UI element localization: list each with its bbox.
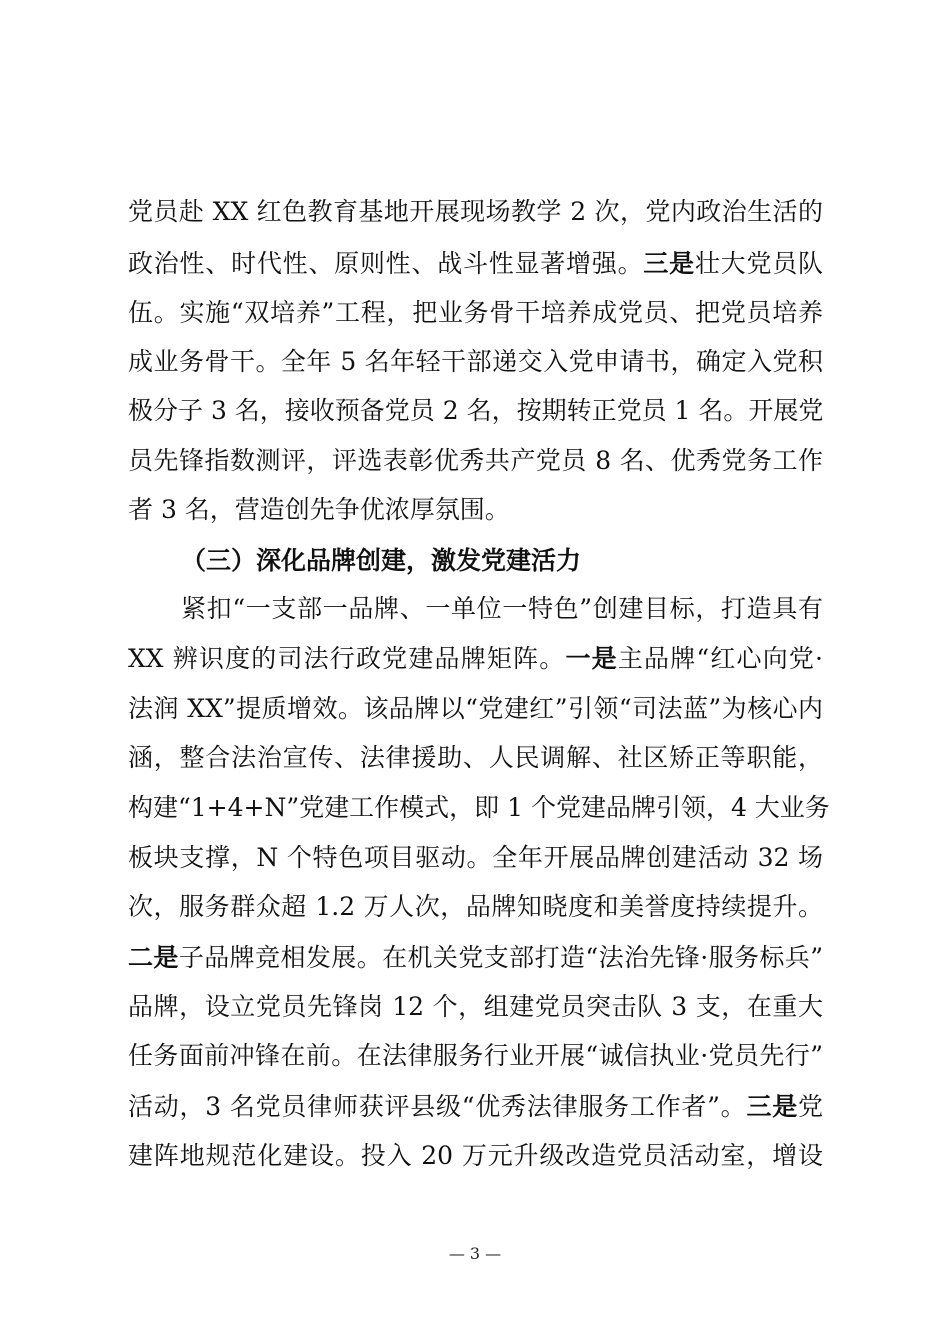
paragraph-line: 伍。实施“双培养”工程，把业务骨干培养成党员、把党员培养 (128, 298, 823, 327)
paragraph-line: 品牌，设立党员先锋岗 12 个，组建党员突击队 3 支，在重大 (128, 992, 823, 1021)
bold-lead: 三是 (643, 249, 695, 278)
bold-lead: 三是 (746, 1092, 798, 1121)
paragraph-line: 二是子品牌竞相发展。在机关党支部打造“法治先锋·服务标兵” (128, 943, 823, 972)
paragraph-line: 次，服务群众超 1.2 万人次，品牌知晓度和美誉度持续提升。 (128, 892, 823, 921)
paragraph-line: 者 3 名，营造创先争优浓厚氛围。 (128, 495, 510, 524)
paragraph-line: 党员赴 XX 红色教育基地开展现场教学 2 次，党内政治生活的 (128, 197, 823, 226)
bold-lead: 二是 (128, 943, 179, 972)
paragraph-line: 任务面前冲锋在前。在法律服务行业开展“诚信执业·党员先行” (128, 1041, 823, 1070)
paragraph-line: 法润 XX”提质增效。该品牌以“党建红”引领“司法蓝”为核心内 (128, 694, 823, 723)
section-heading: （三）深化品牌创建，激发党建活力 (181, 546, 582, 575)
paragraph-line: 员先锋指数测评，评选表彰优秀共产党员 8 名、优秀党务工作 (128, 446, 823, 475)
paragraph-line: 成业务骨干。全年 5 名年轻干部递交入党申请书，确定入党积 (128, 347, 823, 376)
page-number: — 3 — (448, 1244, 502, 1263)
paragraph-line: 活动，3 名党员律师获评县级“优秀法律服务工作者”。三是党 (128, 1092, 823, 1121)
paragraph-line: XX 辨识度的司法行政党建品牌矩阵。一是主品牌“红心向党· (128, 644, 824, 673)
paragraph-line: 建阵地规范化建设。投入 20 万元升级改造党员活动室，增设 (128, 1141, 823, 1170)
paragraph-line: 紧扣“一支部一品牌、一单位一特色”创建目标，打造具有 (181, 594, 823, 623)
paragraph-line: 政治性、时代性、原则性、战斗性显著增强。三是壮大党员队 (128, 249, 823, 278)
paragraph-line: 构建“1+4+N”党建工作模式，即 1 个党建品牌引领，4 大业务 (128, 793, 830, 822)
paragraph-line: 板块支撑，N 个特色项目驱动。全年开展品牌创建活动 32 场 (128, 843, 823, 872)
bold-lead: 一是 (565, 644, 618, 673)
paragraph-line: 涵，整合法治宣传、法律援助、人民调解、社区矫正等职能， (128, 743, 823, 772)
paragraph-line: 极分子 3 名，接收预备党员 2 名，按期转正党员 1 名。开展党 (128, 396, 824, 425)
